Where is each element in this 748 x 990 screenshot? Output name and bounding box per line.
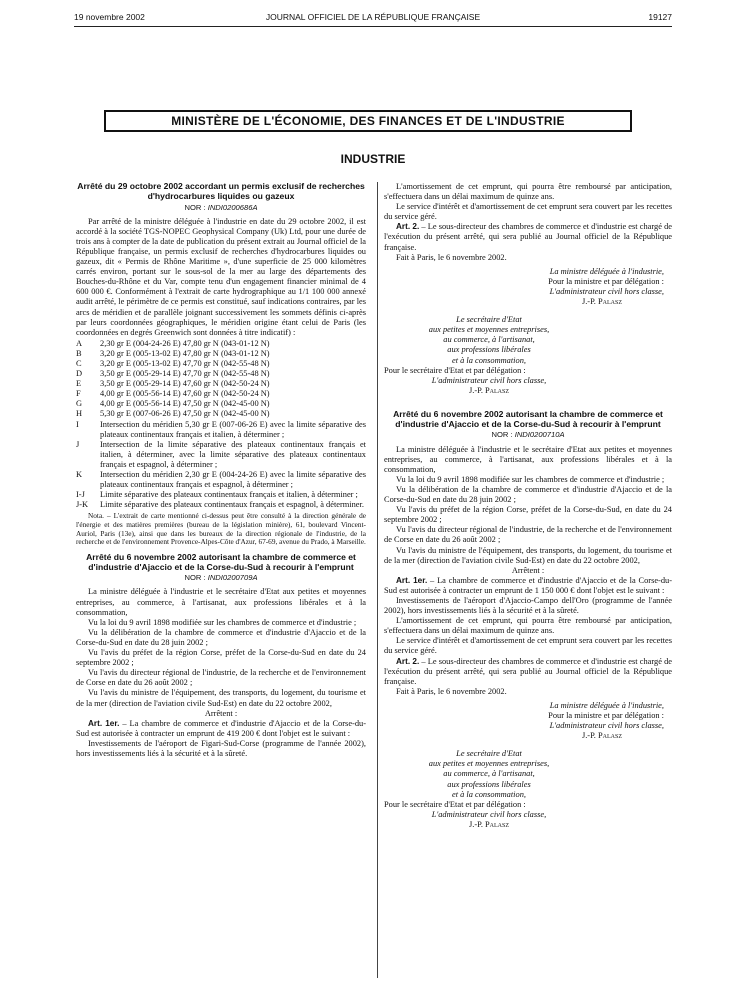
vertex-label: A <box>76 338 83 348</box>
vertex-label: I-J <box>76 490 85 500</box>
decree-3-vu-5: Vu l'avis du ministre de l'équipement, des transports, du logement, du tourisme et de la mer (direction de l'aviation civile Sud-Est) en date du 22 octobre 2002, <box>384 545 672 565</box>
decree-2-fait: Fait à Paris, le 6 novembre 2002. <box>396 252 507 262</box>
signature-line: aux petites et moyennes entreprises, <box>428 759 550 769</box>
vertex-value: Limite séparative des plateaux continentaux français et espagnol, à déterminer. <box>100 500 364 510</box>
nor-label: NOR : <box>184 202 206 212</box>
signature-line: et à la consommation, <box>452 355 526 365</box>
signature-line: L'administrateur civil hors classe, <box>431 809 547 819</box>
vertex-label: I <box>76 419 79 429</box>
decree-2-arretent: Arrêtent : <box>204 708 238 718</box>
nor-code: INDI0200709A <box>207 573 258 583</box>
nor-code: INDI0200686A <box>207 202 258 212</box>
article-text: – La chambre de commerce et d'industrie d'Ajaccio et de la Corse-du-Sud est autorisée à contracter un emprunt de 1 150 000 € dont l'objet est le suivant : <box>384 575 673 595</box>
article-label: Art. 1er. <box>396 575 428 585</box>
header-page-number: 19127 <box>648 12 672 22</box>
signature-line: aux petites et moyennes entreprises, <box>428 325 550 335</box>
decree-3-amortization: L'amortissement de cet emprunt, qui pourra être remboursé par anticipation, s'effectuera dans un délai maximum de quinze ans. <box>384 616 672 636</box>
decree-3-vu-3: Vu l'avis du préfet de la région Corse, préfet de la Corse-du-Sud, en date du 24 septembre 2002 ; <box>384 505 672 525</box>
vertex-value: 3,20 gr E (005-13-02 E) 47,80 gr N (043-01-12 N) <box>100 348 270 358</box>
vertex-row <box>76 359 366 369</box>
vertex-value: 3,50 gr E (005-29-14 E) 47,70 gr N (042-55-48 N) <box>100 369 270 379</box>
signature-line: Le secrétaire d'Etat <box>456 749 522 759</box>
decree-1-body: Par arrêté de la ministre déléguée à l'industrie en date du 29 octobre 2002, il est accordé à la société TGS-NOPEC Geophysical Company (Uk) Ltd, pour une durée de trois ans à compter de la date de publication du présent extrait au Journal officiel de la République française, un permis exclusif de recherches d'hydrocarbures liquides ou gazeux, dit « Permis de Rhône Maritime », d'une superficie de 25 000 kilomètres carrés environ, portant sur le sous-sol de la mer au large des départements des Bouches-du-Rhône et du Var, compte tenu d'un engagement financier minimal de 4 600 000 €. Conformément à l'extrait de carte hydrographique au 1/1 100 000 annexé audit arrêté, le périmètre de ce permis est constitué, sauf indications contraires, par les arcs de méridien et de parallèle joignant successivement les sommets définis ci-après par leurs coordonnées géographiques, le méridien origine étant celui de Paris (les coordonnées en degrés Greenwich sont données à titre indicatif) : <box>76 216 366 337</box>
vertex-row <box>76 389 366 399</box>
vertex-row <box>76 420 366 440</box>
vertex-row <box>76 440 366 470</box>
decree-3-fait: Fait à Paris, le 6 novembre 2002. <box>396 686 507 696</box>
vertex-row <box>76 409 366 419</box>
vertex-row <box>76 470 366 490</box>
signature-name: J.-P. Palasz <box>468 819 510 829</box>
signature-name: J.-P. Palasz <box>468 385 510 395</box>
vertex-label: J-K <box>76 500 89 510</box>
vertex-label: K <box>76 470 83 480</box>
decree-2-investments: Investissements de l'aéroport de Figari-Sud-Corse (programme de l'année 2002), hors investissements liés à la sécurité et à la sûreté. <box>76 738 366 758</box>
signature-line: La ministre déléguée à l'industrie, <box>549 700 664 710</box>
signature-line: et à la consommation, <box>452 789 526 799</box>
vertex-label: J <box>76 439 80 449</box>
decree-3-investments: Investissements de l'aéroport d'Ajaccio-Campo dell'Oro (programme de l'année 2002), hors investissements liés à la sécurité et à la sûreté. <box>384 595 672 616</box>
signature-line: Pour le secrétaire d'Etat et par délégation : <box>384 365 526 375</box>
vertex-label: G <box>76 399 83 409</box>
nor-code: INDI0200710A <box>514 430 565 440</box>
vertex-value: Intersection de la limite séparative des plateaux continentaux français et italien, à déterminer, avec la limite séparative des plateaux continentaux français et espagnol, à déterminer ; <box>100 439 366 469</box>
decree-1-note: Nota. – L'extrait de carte mentionné ci-dessus peut être consulté à la direction générale de l'énergie et des matières premières (bureau de la législation minière), 61, boulevard Vincent-Auriol, Paris (13e), ainsi que dans les bureaux de la direction régionale de l'industrie, de la recherche et de l'environnement Provence-Alpes-Côte d'Azur, 67-69, avenue du Prado, à Marseille. <box>76 511 366 547</box>
vertex-label: D <box>76 369 83 379</box>
nor-label: NOR : <box>491 430 513 440</box>
vertex-label: F <box>76 389 81 399</box>
decree-3-title: Arrêté du 6 novembre 2002 autorisant la chambre de commerce et d'industrie d'Ajaccio et de la Corse-du-Sud à recourir à l'emprunt <box>393 408 663 429</box>
vertex-row <box>76 500 366 510</box>
signature-line: au commerce, à l'artisanat, <box>443 769 535 779</box>
decree-2-vu-5: Vu l'avis du ministre de l'équipement, des transports, du logement, du tourisme et de la mer (direction de l'aviation civile Sud-Est) en date du 22 octobre 2002, <box>76 688 366 708</box>
nor-label: NOR : <box>184 573 206 583</box>
decree-1-nor <box>76 203 366 213</box>
vertex-row <box>76 349 366 359</box>
article-label: Art. 2. <box>396 222 420 232</box>
decree-2-vu-1: Vu la loi du 9 avril 1898 modifiée sur les chambres de commerce et d'industrie ; <box>88 617 357 627</box>
decree-1-title: Arrêté du 29 octobre 2002 accordant un permis exclusif de recherches d'hydrocarbures liquides ou gazeux <box>77 181 365 201</box>
vertex-label: H <box>76 409 83 419</box>
decree-2-article-2 <box>384 222 672 252</box>
vertex-label: B <box>76 348 82 358</box>
vertex-value: Intersection du méridien 2,30 gr E (004-24-26 E) avec la limite séparative des plateaux continentaux français et espagnol, à déterminer ; <box>100 470 366 490</box>
signature-name: J.-P. Palasz <box>581 297 622 307</box>
vertex-value: 4,00 gr E (005-56-14 E) 47,60 gr N (042-50-24 N) <box>100 389 270 399</box>
vertex-row <box>76 379 366 389</box>
vertex-label: E <box>76 379 82 389</box>
article-label: Art. 1er. <box>88 718 120 728</box>
signature-line: Le secrétaire d'Etat <box>456 315 522 325</box>
decree-3-vu-4: Vu l'avis du directeur régional de l'industrie, de la recherche et de l'environnement de Corse en date du 26 août 2002 ; <box>384 525 672 545</box>
decree-3-service: Le service d'intérêt et d'amortissement de cet emprunt sera couvert par les recettes du service géré. <box>384 636 672 656</box>
decree-2-preamble: La ministre déléguée à l'industrie et le secrétaire d'Etat aux petites et moyennes entreprises, au commerce, à l'artisanat, aux professions libérales et à la consommation, <box>76 587 366 617</box>
signature-line: Pour la ministre et par délégation : <box>548 711 664 720</box>
decree-3-vu-2: Vu la délibération de la chambre de commerce et d'industrie d'Ajaccio et de la Corse-du-Sud en date du 28 juin 2002 ; <box>384 484 672 505</box>
decree-3-article-2 <box>384 657 672 687</box>
left-column <box>76 182 366 759</box>
running-header <box>74 12 672 26</box>
header-journal-title: JOURNAL OFFICIEL DE LA RÉPUBLIQUE FRANÇAISE <box>265 12 481 22</box>
decree-2-title: Arrêté du 6 novembre 2002 autorisant la chambre de commerce et d'industrie d'Ajaccio et de la Corse-du-Sud à recourir à l'emprunt <box>86 551 356 572</box>
vertex-value: 3,20 gr E (005-13-02 E) 47,70 gr N (042-55-48 N) <box>100 359 270 368</box>
signature-line: L'administrateur civil hors classe, <box>549 286 664 296</box>
signature-line: La ministre déléguée à l'industrie, <box>549 266 664 276</box>
article-text: – La chambre de commerce et d'industrie d'Ajaccio et de la Corse-du-Sud est autorisée à contracter un emprunt de 419 200 € dont l'objet est le suivant : <box>76 718 366 738</box>
right-column <box>384 182 672 830</box>
vertex-value: Limite séparative des plateaux continentaux français et italien, à déterminer ; <box>100 490 358 500</box>
signature-name: J.-P. Palasz <box>581 731 622 741</box>
signature-line: Pour la ministre et par délégation : <box>548 276 664 286</box>
signature-line: L'administrateur civil hors classe, <box>549 721 664 731</box>
decree-2-vu-4: Vu l'avis du directeur régional de l'industrie, de la recherche et de l'environnement de Corse en date du 26 août 2002 ; <box>76 668 366 688</box>
vertex-value: 4,00 gr E (005-56-14 E) 47,50 gr N (042-45-00 N) <box>100 399 270 409</box>
decree-2-nor <box>76 573 366 583</box>
article-label: Art. 2. <box>396 656 420 666</box>
vertex-value: Intersection du méridien 5,30 gr E (007-06-26 E) avec la limite séparative des plateaux continentaux français et italien, à déterminer ; <box>100 419 366 439</box>
header-date: 19 novembre 2002 <box>74 12 145 22</box>
decree-1-vertices <box>76 339 366 511</box>
ministry-banner: MINISTÈRE DE L'ÉCONOMIE, DES FINANCES ET DE L'INDUSTRIE <box>104 110 632 132</box>
vertex-row <box>76 490 366 500</box>
decree-2-service: Le service d'intérêt et d'amortissement de cet emprunt sera couvert par les recettes du service géré. <box>384 202 672 222</box>
vertex-value: 5,30 gr E (007-06-26 E) 47,50 gr N (042-45-00 N) <box>100 409 270 419</box>
vertex-value: 2,30 gr E (004-24-26 E) 47,80 gr N (043-01-12 N) <box>100 338 270 348</box>
signature-line: aux professions libérales <box>447 779 531 789</box>
decree-2-vu-3: Vu l'avis du préfet de la région Corse, préfet de la Corse-du-Sud en date du 24 septembre 2002 ; <box>76 648 366 668</box>
decree-2-vu-2: Vu la délibération de la chambre de commerce et d'industrie d'Ajaccio et de la Corse-du-Sud en date du 28 juin 2002 ; <box>76 627 366 647</box>
header-rule <box>74 26 672 27</box>
vertex-row <box>76 399 366 409</box>
vertex-label: C <box>76 359 82 368</box>
signature-line: Pour le secrétaire d'Etat et par délégation : <box>384 799 526 809</box>
signature-line: L'administrateur civil hors classe, <box>431 375 547 385</box>
article-text: – Le sous-directeur des chambres de commerce et d'industrie est chargé de l'exécution du présent arrêté, qui sera publié au Journal officiel de la République française. <box>384 656 672 686</box>
signature-line: au commerce, à l'artisanat, <box>443 335 535 345</box>
vertex-value: 3,50 gr E (005-29-14 E) 47,60 gr N (042-50-24 N) <box>100 379 270 389</box>
decree-2-article-1 <box>76 719 366 739</box>
article-text: – Le sous-directeur des chambres de commerce et d'industrie est chargé de l'exécution du présent arrêté, qui sera publié au Journal officiel de la République française. <box>384 222 672 252</box>
decree-3-nor <box>384 430 672 440</box>
signature-line: aux professions libérales <box>447 345 531 355</box>
decree-3-vu-1: Vu la loi du 9 avril 1898 modifiée sur les chambres de commerce et d'industrie ; <box>396 474 665 484</box>
decree-2-amortization: L'amortissement de cet emprunt, qui pourra être remboursé par anticipation, s'effectuera dans un délai maximum de quinze ans. <box>384 182 672 202</box>
column-divider <box>377 182 378 978</box>
decree-3-preamble: La ministre déléguée à l'industrie et le secrétaire d'Etat aux petites et moyennes entreprises, au commerce, à l'artisanat, aux professions libérales et à la consommation, <box>384 444 672 474</box>
section-title: INDUSTRIE <box>340 152 406 166</box>
decree-3-article-1 <box>384 576 672 596</box>
vertex-row <box>76 369 366 379</box>
vertex-row <box>76 339 366 349</box>
decree-3-arretent: Arrêtent : <box>511 565 545 575</box>
